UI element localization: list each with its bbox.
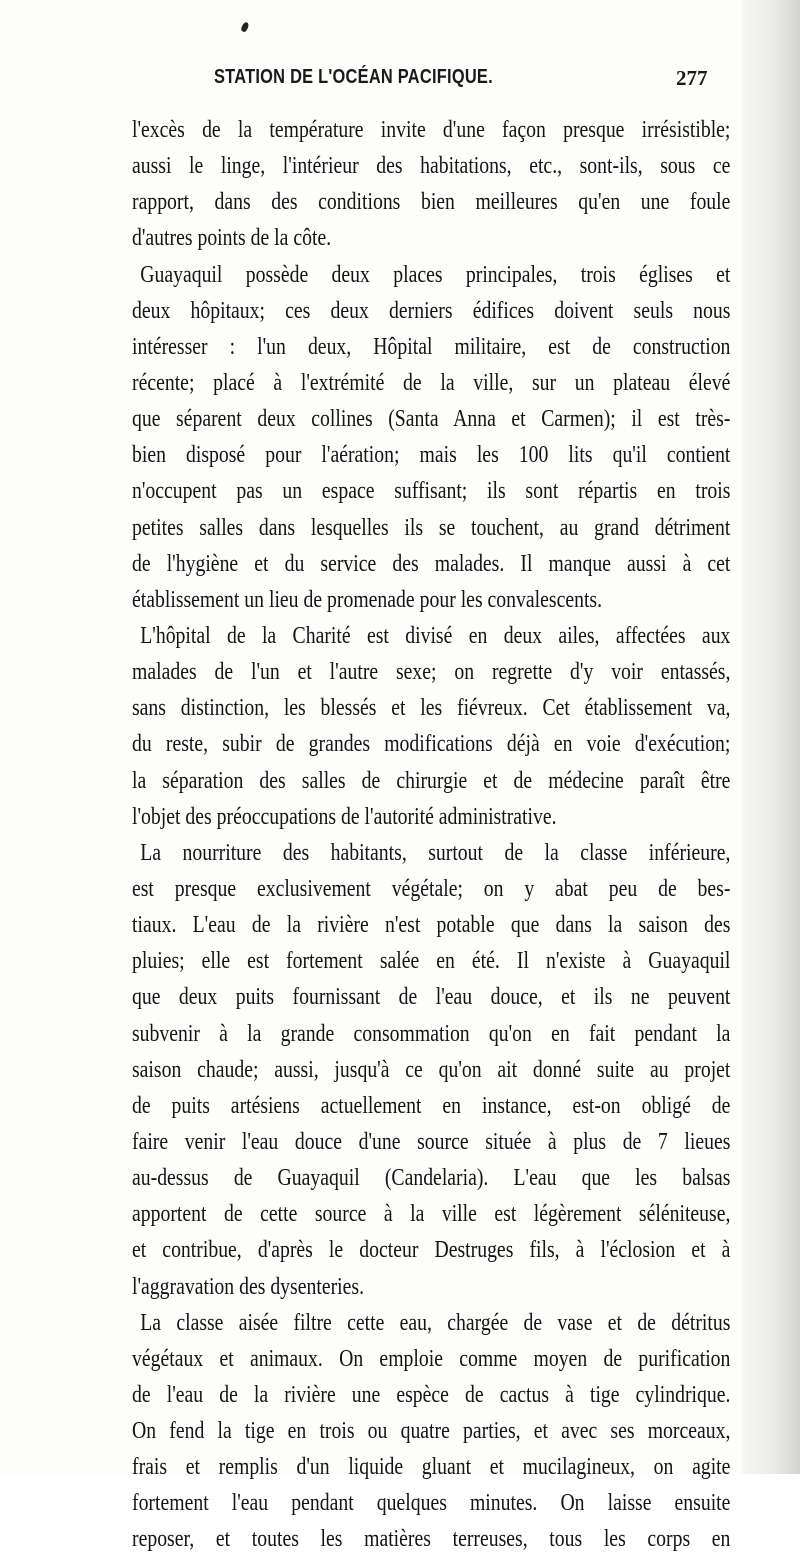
text-line: du reste, subir de grandes modifications déjà en voie d'exécution; — [132, 731, 731, 758]
text-line: bien disposé pour l'aération; mais les 100 lits qu'il contient — [132, 442, 731, 469]
text-line: L'hôpital de la Charité est divisé en deux ailes, affectées aux — [140, 622, 731, 649]
text-line: aussi le linge, l'intérieur des habitations, etc., sont-ils, sous ce — [132, 153, 731, 180]
text-line: petites salles dans lesquelles ils se touchent, au grand détriment — [132, 514, 731, 541]
text-line: On fend la tige en trois ou quatre parties, et avec ses morceaux, — [132, 1418, 731, 1445]
text-line: faire venir l'eau douce d'une source située à plus de 7 lieues — [132, 1128, 731, 1155]
text-line: frais et remplis d'un liquide gluant et mucilagineux, on agite — [132, 1454, 731, 1481]
text-line: pluies; elle est fortement salée en été. Il n'existe à Guayaquil — [132, 948, 731, 975]
text-line: La nourriture des habitants, surtout de la classe inférieure, — [140, 839, 731, 866]
text-line: intéresser : l'un deux, Hôpital militaire, est de construction — [132, 333, 731, 360]
page-number: 277 — [676, 66, 708, 90]
page-gutter-shadow — [742, 0, 800, 1474]
text-line: de l'hygiène et du service des malades. Il manque aussi à cet — [132, 550, 731, 577]
text-line: au-dessus de Guayaquil (Candelaria). L'eau que les balsas — [132, 1165, 731, 1192]
text-line: apportent de cette source à la ville est légèrement séléniteuse, — [132, 1201, 731, 1228]
text-line: la séparation des salles de chirurgie et de médecine paraît être — [132, 767, 731, 794]
text-line: végétaux et animaux. On emploie comme moyen de purification — [132, 1345, 731, 1372]
text-line: saison chaude; aussi, jusqu'à ce qu'on ait donné suite au projet — [132, 1056, 731, 1083]
text-line: établissement un lieu de promenade pour les convalescents. — [132, 586, 603, 613]
text-line: tiaux. L'eau de la rivière n'est potable que dans la saison des — [132, 912, 731, 939]
text-line: deux hôpitaux; ces deux derniers édifices doivent seuls nous — [132, 297, 731, 324]
text-line: sans distinction, les blessés et les fiévreux. Cet établissement va, — [132, 695, 731, 722]
text-line: de puits artésiens actuellement en instance, est-on obligé de — [132, 1092, 731, 1119]
ink-speck — [240, 21, 250, 33]
text-line: fortement l'eau pendant quelques minutes. On laisse ensuite — [132, 1490, 731, 1517]
running-title: STATION DE L'OCÉAN PACIFIQUE. — [214, 66, 493, 88]
text-line: n'occupent pas un espace suffisant; ils sont répartis en trois — [132, 478, 731, 505]
text-line: est presque exclusivement végétale; on y abat peu de bes- — [132, 875, 731, 902]
text-line: subvenir à la grande consommation qu'on en fait pendant la — [132, 1020, 731, 1047]
text-line: La classe aisée filtre cette eau, chargée de vase et de détritus — [140, 1309, 731, 1336]
text-line: l'objet des préoccupations de l'autorité administrative. — [132, 803, 557, 830]
text-line: de l'eau de la rivière une espèce de cactus à tige cylindrique. — [132, 1381, 731, 1408]
text-line: Guayaquil possède deux places principales, trois églises et — [140, 261, 731, 288]
body-text — [132, 112, 730, 1558]
text-line: l'aggravation des dysenteries. — [132, 1273, 364, 1300]
text-line: reposer, et toutes les matières terreuses, tous les corps en — [132, 1526, 731, 1553]
text-line: que deux puits fournissant de l'eau douce, et ils ne peuvent — [132, 984, 731, 1011]
text-line: malades de l'un et l'autre sexe; on regrette d'y voir entassés, — [132, 659, 731, 686]
text-line: que séparent deux collines (Santa Anna et Carmen); il est très- — [132, 406, 731, 433]
text-line: rapport, dans des conditions bien meilleures qu'en une foule — [132, 189, 731, 216]
text-line: l'excès de la température invite d'une façon presque irrésistible; — [132, 117, 731, 143]
text-line: d'autres points de la côte. — [132, 225, 332, 252]
text-line: récente; placé à l'extrémité de la ville, sur un plateau élevé — [132, 369, 731, 396]
text-line: et contribue, d'après le docteur Destruges fils, à l'éclosion et à — [132, 1237, 731, 1264]
